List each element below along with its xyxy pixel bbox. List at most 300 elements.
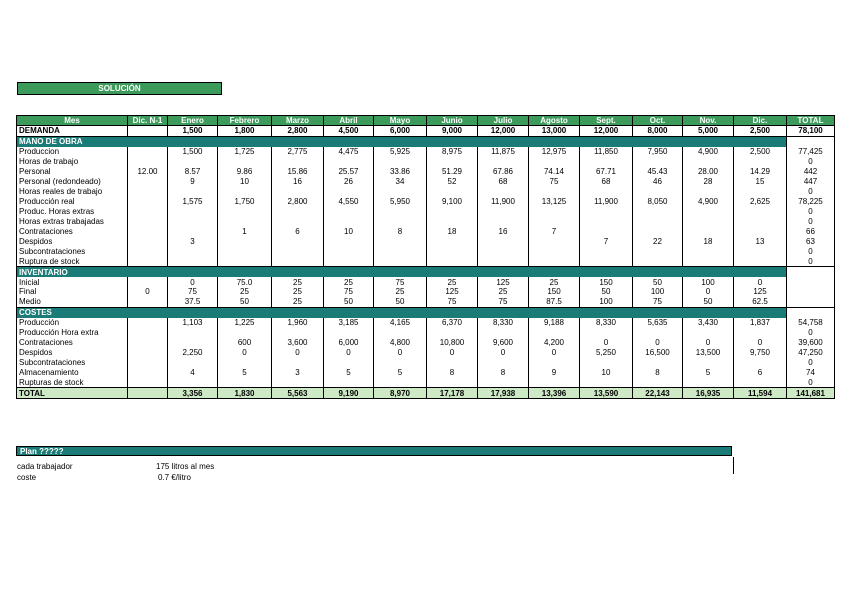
column-header: Nov. bbox=[683, 116, 734, 126]
table-row bbox=[17, 236, 835, 246]
table-cell: 5 bbox=[683, 368, 734, 378]
row-label: Horas reales de trabajo bbox=[17, 187, 128, 197]
table-cell: 28.00 bbox=[683, 167, 734, 177]
table-cell bbox=[128, 207, 168, 217]
table-cell: 150 bbox=[529, 287, 580, 297]
table-cell: 2,800 bbox=[272, 197, 324, 207]
table-cell: 9,100 bbox=[427, 197, 478, 207]
table-cell bbox=[580, 328, 633, 338]
table-cell bbox=[374, 157, 427, 167]
table-cell: 3,356 bbox=[168, 388, 218, 399]
table-row bbox=[17, 207, 835, 217]
table-cell: 7 bbox=[529, 226, 580, 236]
table-cell: 12,000 bbox=[478, 126, 529, 137]
table-cell bbox=[128, 338, 168, 348]
table-cell bbox=[218, 216, 272, 226]
table-cell bbox=[374, 358, 427, 368]
table-cell: 74.14 bbox=[529, 167, 580, 177]
table-cell bbox=[218, 207, 272, 217]
section-label: INVENTARIO bbox=[17, 267, 787, 277]
table-row bbox=[17, 297, 835, 307]
table-cell: 150 bbox=[580, 277, 633, 287]
table-cell bbox=[734, 157, 787, 167]
table-cell bbox=[683, 216, 734, 226]
table-cell bbox=[324, 377, 374, 387]
table-cell bbox=[683, 246, 734, 256]
table-cell: 16 bbox=[478, 226, 529, 236]
table-cell: 17,178 bbox=[427, 388, 478, 399]
table-cell: 87.5 bbox=[529, 297, 580, 307]
table-cell: 6 bbox=[734, 368, 787, 378]
table-row bbox=[17, 348, 835, 358]
table-cell bbox=[168, 246, 218, 256]
table-cell bbox=[683, 157, 734, 167]
column-header: Enero bbox=[168, 116, 218, 126]
table-cell: 1,960 bbox=[272, 318, 324, 328]
table-row bbox=[17, 358, 835, 368]
table-cell: 0 bbox=[529, 348, 580, 358]
table-row bbox=[17, 187, 835, 197]
table-cell: 8 bbox=[633, 368, 683, 378]
table-cell bbox=[168, 187, 218, 197]
table-cell bbox=[374, 246, 427, 256]
table-cell bbox=[168, 377, 218, 387]
table-cell: 50 bbox=[580, 287, 633, 297]
section-row bbox=[17, 136, 835, 146]
table-cell: 75 bbox=[427, 297, 478, 307]
table-cell: 16 bbox=[272, 177, 324, 187]
table-cell bbox=[374, 256, 427, 266]
table-cell: 6 bbox=[272, 226, 324, 236]
table-cell: 0 bbox=[787, 157, 835, 167]
table-cell: 0 bbox=[478, 348, 529, 358]
table-cell bbox=[324, 187, 374, 197]
table-cell: 18 bbox=[427, 226, 478, 236]
table-cell bbox=[218, 236, 272, 246]
table-cell: 18 bbox=[683, 236, 734, 246]
table-cell: 54,758 bbox=[787, 318, 835, 328]
column-header: Febrero bbox=[218, 116, 272, 126]
section-total: 0 bbox=[787, 136, 835, 146]
table-cell: 2,625 bbox=[734, 197, 787, 207]
table-cell: 68 bbox=[580, 177, 633, 187]
table-cell: 66 bbox=[787, 226, 835, 236]
table-cell bbox=[128, 197, 168, 207]
table-cell: 141,681 bbox=[787, 388, 835, 399]
table-row bbox=[17, 287, 835, 297]
table-cell: 25 bbox=[324, 277, 374, 287]
table-cell bbox=[787, 297, 835, 307]
table-cell: 4,550 bbox=[324, 197, 374, 207]
table-cell: 11,900 bbox=[478, 197, 529, 207]
demand-row bbox=[17, 126, 835, 137]
table-cell bbox=[633, 216, 683, 226]
table-cell: 5,563 bbox=[272, 388, 324, 399]
row-label: Subcontrataciones bbox=[17, 246, 128, 256]
table-cell: 125 bbox=[734, 287, 787, 297]
table-cell: 37.5 bbox=[168, 297, 218, 307]
table-cell: 0 bbox=[683, 338, 734, 348]
table-cell bbox=[272, 157, 324, 167]
table-cell: 0 bbox=[787, 207, 835, 217]
table-row bbox=[17, 328, 835, 338]
row-label: Almacenamiento bbox=[17, 368, 128, 378]
table-cell: 8 bbox=[478, 368, 529, 378]
table-cell bbox=[128, 177, 168, 187]
table-cell bbox=[427, 187, 478, 197]
table-cell bbox=[374, 328, 427, 338]
table-cell: 15 bbox=[734, 177, 787, 187]
table-cell: 0 bbox=[324, 348, 374, 358]
row-label: Contrataciones bbox=[17, 338, 128, 348]
row-label: Despidos bbox=[17, 236, 128, 246]
table-cell bbox=[683, 358, 734, 368]
table-row bbox=[17, 256, 835, 266]
table-cell: 12,000 bbox=[580, 126, 633, 137]
table-cell: 8,000 bbox=[633, 126, 683, 137]
column-header: Agosto bbox=[529, 116, 580, 126]
table-cell: 1,800 bbox=[218, 126, 272, 137]
table-row bbox=[17, 216, 835, 226]
table-cell: 78,225 bbox=[787, 197, 835, 207]
table-cell bbox=[168, 256, 218, 266]
header-row bbox=[17, 116, 835, 126]
table-cell bbox=[128, 318, 168, 328]
table-cell bbox=[529, 256, 580, 266]
section-row bbox=[17, 267, 835, 277]
row-label: Horas extras trabajadas bbox=[17, 216, 128, 226]
table-cell bbox=[580, 216, 633, 226]
table-cell bbox=[218, 256, 272, 266]
table-cell bbox=[633, 328, 683, 338]
table-cell: 0 bbox=[787, 246, 835, 256]
row-label: Rupturas de stock bbox=[17, 377, 128, 387]
table-cell: 6,370 bbox=[427, 318, 478, 328]
table-cell: 52 bbox=[427, 177, 478, 187]
table-cell: 13,000 bbox=[529, 126, 580, 137]
table-cell: 4,900 bbox=[683, 147, 734, 157]
table-cell bbox=[529, 216, 580, 226]
table-cell: 8,970 bbox=[374, 388, 427, 399]
table-cell bbox=[580, 207, 633, 217]
table-cell: 1,500 bbox=[168, 147, 218, 157]
table-cell: 9.86 bbox=[218, 167, 272, 177]
table-cell bbox=[272, 236, 324, 246]
table-cell bbox=[168, 157, 218, 167]
table-cell bbox=[272, 187, 324, 197]
table-cell bbox=[218, 246, 272, 256]
table-cell: 25 bbox=[529, 277, 580, 287]
table-cell bbox=[272, 358, 324, 368]
table-cell bbox=[427, 377, 478, 387]
table-cell: 11,594 bbox=[734, 388, 787, 399]
table-cell bbox=[478, 246, 529, 256]
table-cell bbox=[580, 256, 633, 266]
table-cell: 0 bbox=[272, 348, 324, 358]
table-cell: 3,185 bbox=[324, 318, 374, 328]
table-cell: 5 bbox=[374, 368, 427, 378]
table-cell: 75 bbox=[324, 287, 374, 297]
table-cell: 0 bbox=[427, 348, 478, 358]
table-cell bbox=[734, 377, 787, 387]
table-cell: 15.86 bbox=[272, 167, 324, 177]
table-cell: 13,396 bbox=[529, 388, 580, 399]
table-cell: 8,975 bbox=[427, 147, 478, 157]
table-cell bbox=[218, 377, 272, 387]
table-cell: 0 bbox=[787, 377, 835, 387]
solution-title: SOLUCIÓN bbox=[17, 82, 222, 95]
plan-cost-label: coste bbox=[17, 473, 37, 482]
table-cell: 25 bbox=[272, 277, 324, 287]
table-cell: 0 bbox=[633, 338, 683, 348]
table-row bbox=[17, 147, 835, 157]
table-cell bbox=[529, 207, 580, 217]
table-cell: 50 bbox=[324, 297, 374, 307]
table-cell bbox=[478, 187, 529, 197]
table-cell: 12.00 bbox=[128, 167, 168, 177]
table-cell bbox=[218, 187, 272, 197]
table-cell: 75 bbox=[168, 287, 218, 297]
table-cell bbox=[324, 246, 374, 256]
table-cell: 0 bbox=[787, 358, 835, 368]
table-cell: 8,050 bbox=[633, 197, 683, 207]
table-cell bbox=[478, 256, 529, 266]
table-cell bbox=[128, 226, 168, 236]
table-cell: 22,143 bbox=[633, 388, 683, 399]
table-cell bbox=[324, 157, 374, 167]
table-cell bbox=[529, 358, 580, 368]
table-cell: 1,103 bbox=[168, 318, 218, 328]
table-cell: 9,750 bbox=[734, 348, 787, 358]
table-row bbox=[17, 167, 835, 177]
table-cell: 1,837 bbox=[734, 318, 787, 328]
table-cell: 33.86 bbox=[374, 167, 427, 177]
table-cell bbox=[478, 236, 529, 246]
table-cell: 0 bbox=[787, 216, 835, 226]
table-cell bbox=[734, 226, 787, 236]
table-cell: 16,935 bbox=[683, 388, 734, 399]
table-cell: 0 bbox=[218, 348, 272, 358]
row-label: Producción real bbox=[17, 197, 128, 207]
table-cell: 100 bbox=[580, 297, 633, 307]
table-cell bbox=[128, 157, 168, 167]
table-cell: 1,575 bbox=[168, 197, 218, 207]
table-cell bbox=[374, 207, 427, 217]
row-label: DEMANDA bbox=[17, 126, 128, 137]
table-cell: 5,925 bbox=[374, 147, 427, 157]
table-cell: 67.86 bbox=[478, 167, 529, 177]
table-row bbox=[17, 338, 835, 348]
table-cell bbox=[218, 328, 272, 338]
table-cell: 6,000 bbox=[324, 338, 374, 348]
row-label: Inicial bbox=[17, 277, 128, 287]
table-cell: 50 bbox=[218, 297, 272, 307]
table-cell: 9,190 bbox=[324, 388, 374, 399]
row-label: Despidos bbox=[17, 348, 128, 358]
table-cell bbox=[633, 187, 683, 197]
row-label: TOTAL bbox=[17, 388, 128, 399]
table-cell bbox=[128, 388, 168, 399]
table-cell: 1 bbox=[218, 226, 272, 236]
table-cell bbox=[427, 328, 478, 338]
table-cell: 125 bbox=[427, 287, 478, 297]
table-cell bbox=[324, 236, 374, 246]
table-cell bbox=[580, 358, 633, 368]
table-cell: 5,635 bbox=[633, 318, 683, 328]
row-label: Personal bbox=[17, 167, 128, 177]
table-cell: 75.0 bbox=[218, 277, 272, 287]
column-header: Dic. bbox=[734, 116, 787, 126]
table-row bbox=[17, 377, 835, 387]
table-cell: 1,830 bbox=[218, 388, 272, 399]
table-cell: 3 bbox=[272, 368, 324, 378]
table-cell: 50 bbox=[374, 297, 427, 307]
table-cell bbox=[168, 338, 218, 348]
table-cell: 100 bbox=[683, 277, 734, 287]
table-cell bbox=[580, 226, 633, 236]
table-cell bbox=[633, 157, 683, 167]
table-cell bbox=[168, 216, 218, 226]
row-label: Producción bbox=[17, 318, 128, 328]
table-cell: 10 bbox=[218, 177, 272, 187]
table-cell: 1,750 bbox=[218, 197, 272, 207]
table-cell: 14.29 bbox=[734, 167, 787, 177]
table-cell: 25.57 bbox=[324, 167, 374, 177]
table-cell bbox=[478, 358, 529, 368]
table-cell: 0 bbox=[374, 348, 427, 358]
table-cell: 0 bbox=[128, 287, 168, 297]
production-plan-table bbox=[16, 115, 835, 399]
table-cell: 4,200 bbox=[529, 338, 580, 348]
table-cell bbox=[683, 226, 734, 236]
row-label: Subcontrataciones bbox=[17, 358, 128, 368]
row-label: Ruptura de stock bbox=[17, 256, 128, 266]
table-cell: 125 bbox=[478, 277, 529, 287]
table-cell: 4 bbox=[168, 368, 218, 378]
column-header: Mes bbox=[17, 116, 128, 126]
plan-cost-value: 0.7 €/litro bbox=[158, 473, 191, 482]
table-row bbox=[17, 277, 835, 287]
table-cell bbox=[427, 157, 478, 167]
table-cell: 0 bbox=[168, 277, 218, 287]
table-cell: 25 bbox=[272, 297, 324, 307]
table-row bbox=[17, 246, 835, 256]
plan-worker-label: cada trabajador bbox=[17, 462, 73, 471]
table-cell bbox=[478, 157, 529, 167]
row-label: Personal (redondeado) bbox=[17, 177, 128, 187]
table-cell bbox=[128, 368, 168, 378]
row-label: Producción Hora extra bbox=[17, 328, 128, 338]
table-cell: 2,250 bbox=[168, 348, 218, 358]
table-cell bbox=[272, 328, 324, 338]
table-cell: 75 bbox=[529, 177, 580, 187]
table-cell bbox=[633, 207, 683, 217]
table-cell bbox=[529, 246, 580, 256]
row-label: Produccion bbox=[17, 147, 128, 157]
table-cell: 25 bbox=[427, 277, 478, 287]
table-cell bbox=[734, 207, 787, 217]
column-header: Marzo bbox=[272, 116, 324, 126]
plan-box bbox=[16, 457, 734, 474]
table-cell bbox=[478, 328, 529, 338]
section-row bbox=[17, 307, 835, 317]
table-cell: 13,125 bbox=[529, 197, 580, 207]
table-cell: 1,725 bbox=[218, 147, 272, 157]
table-cell: 2,500 bbox=[734, 126, 787, 137]
table-cell: 7 bbox=[580, 236, 633, 246]
table-cell bbox=[478, 207, 529, 217]
table-cell: 5,000 bbox=[683, 126, 734, 137]
table-cell: 50 bbox=[683, 297, 734, 307]
table-cell bbox=[529, 377, 580, 387]
table-cell bbox=[168, 207, 218, 217]
table-cell bbox=[633, 377, 683, 387]
table-cell: 9,600 bbox=[478, 338, 529, 348]
table-cell: 5,950 bbox=[374, 197, 427, 207]
row-label: Horas de trabajo bbox=[17, 157, 128, 167]
table-cell: 77,425 bbox=[787, 147, 835, 157]
table-cell bbox=[128, 236, 168, 246]
table-cell: 4,900 bbox=[683, 197, 734, 207]
table-cell bbox=[128, 328, 168, 338]
table-cell bbox=[374, 187, 427, 197]
table-cell: 0 bbox=[787, 256, 835, 266]
table-cell bbox=[683, 328, 734, 338]
table-cell bbox=[272, 256, 324, 266]
table-cell: 0 bbox=[734, 277, 787, 287]
table-cell: 1,500 bbox=[168, 126, 218, 137]
table-cell: 5,250 bbox=[580, 348, 633, 358]
table-cell: 442 bbox=[787, 167, 835, 177]
table-cell: 13 bbox=[734, 236, 787, 246]
table-cell: 75 bbox=[374, 277, 427, 287]
table-row bbox=[17, 226, 835, 236]
table-cell: 13,500 bbox=[683, 348, 734, 358]
section-label: COSTES bbox=[17, 307, 787, 317]
table-cell bbox=[580, 377, 633, 387]
plan-worker-value: 175 litros al mes bbox=[156, 462, 215, 471]
table-cell: 3,600 bbox=[272, 338, 324, 348]
table-cell bbox=[734, 216, 787, 226]
table-cell bbox=[427, 246, 478, 256]
column-header: Junio bbox=[427, 116, 478, 126]
table-cell bbox=[683, 207, 734, 217]
table-cell: 26 bbox=[324, 177, 374, 187]
table-cell bbox=[427, 216, 478, 226]
table-cell: 45.43 bbox=[633, 167, 683, 177]
column-header: Mayo bbox=[374, 116, 427, 126]
table-cell bbox=[128, 256, 168, 266]
table-cell: 3,430 bbox=[683, 318, 734, 328]
table-cell: 0 bbox=[580, 338, 633, 348]
table-cell bbox=[427, 236, 478, 246]
table-cell: 25 bbox=[478, 287, 529, 297]
table-cell bbox=[580, 157, 633, 167]
row-label: Final bbox=[17, 287, 128, 297]
table-cell bbox=[580, 187, 633, 197]
table-cell: 0 bbox=[787, 187, 835, 197]
table-cell: 16,500 bbox=[633, 348, 683, 358]
row-label: Medio bbox=[17, 297, 128, 307]
table-row bbox=[17, 177, 835, 187]
table-cell: 8,330 bbox=[478, 318, 529, 328]
table-row bbox=[17, 197, 835, 207]
table-cell bbox=[734, 328, 787, 338]
table-cell: 22 bbox=[633, 236, 683, 246]
table-cell bbox=[633, 226, 683, 236]
table-cell: 7,950 bbox=[633, 147, 683, 157]
column-header: TOTAL bbox=[787, 116, 835, 126]
